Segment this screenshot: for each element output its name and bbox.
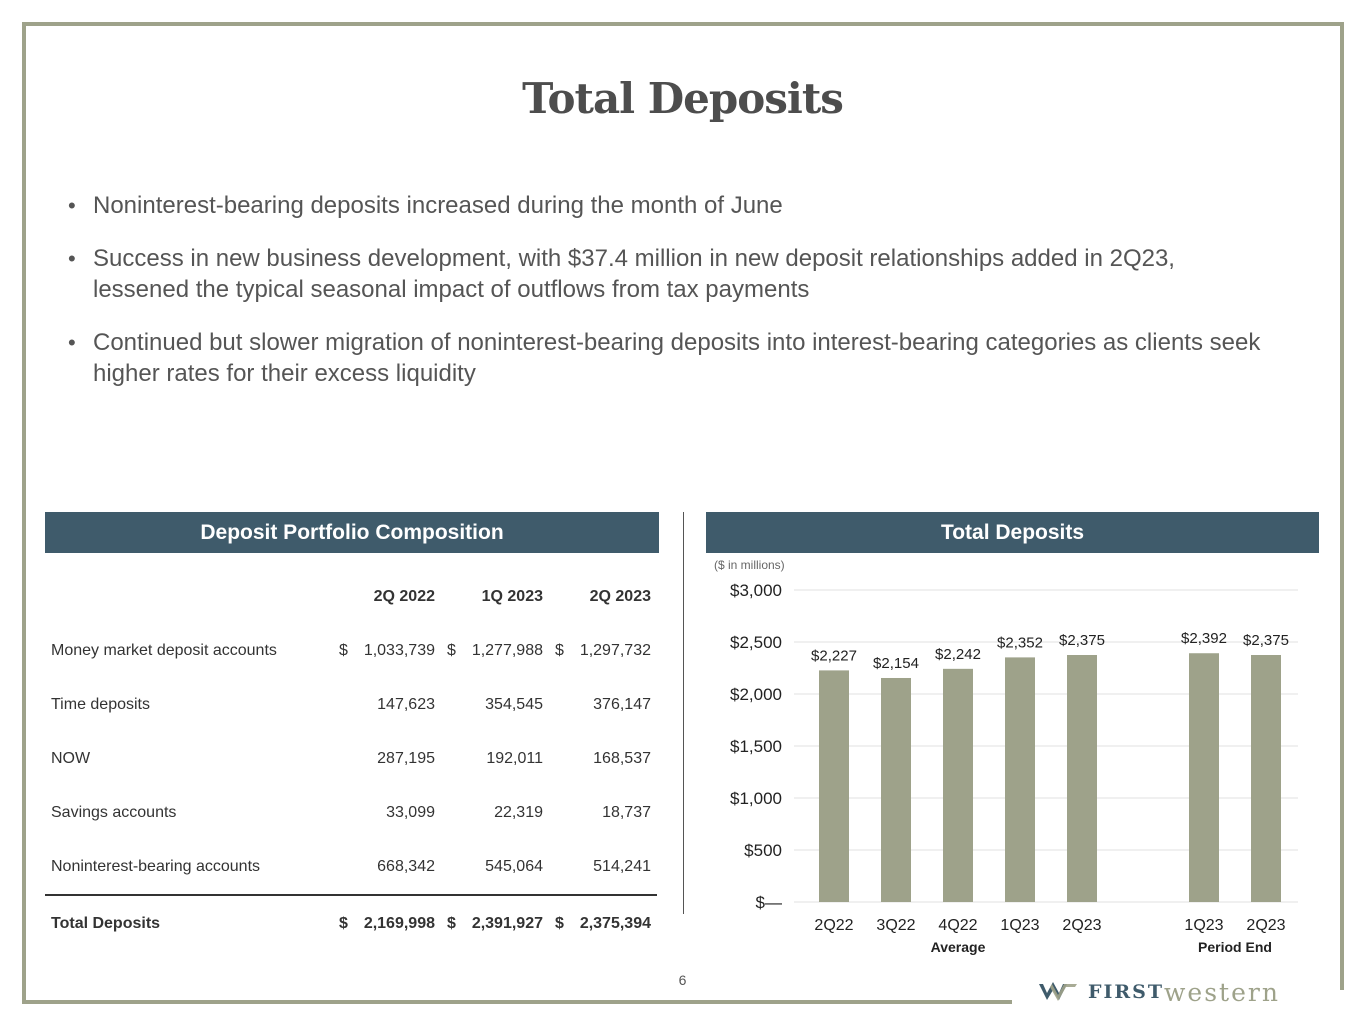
cell-value: 1,277,988 [471,642,543,659]
currency-symbol [441,678,457,732]
cell-value: 1,033,739 [363,642,435,659]
currency-symbol [441,840,457,895]
y-tick-label: $3,000 [730,581,782,600]
currency-symbol [549,678,565,732]
bar [1251,655,1281,902]
table-header-row [45,570,657,624]
bullet-dot-icon: • [68,193,76,218]
table-row [45,840,657,895]
bullet-dot-icon: • [68,330,76,355]
cell-value: 545,064 [485,858,543,875]
table-total-row [45,895,657,952]
first-western-logo-icon [1038,981,1078,1003]
row-label: Noninterest-bearing accounts [51,858,261,875]
column-header: 2Q 2022 [373,588,435,605]
cell-value: 514,241 [593,858,651,875]
x-tick-label: 3Q22 [876,917,916,934]
bullet-text: Success in new business development, with $37.4 million in new deposit relationships added in 2Q23, lessened the typical seasonal impact of outflows from tax payments [93,245,1175,303]
data-label: $2,392 [1181,630,1227,648]
x-tick-label: 2Q23 [1062,917,1102,934]
cell-value: 192,011 [486,750,543,767]
currency-symbol [333,840,349,895]
cell-value: 668,342 [377,858,435,875]
bullet-list [66,190,1266,411]
bullet-text: Continued but slower migration of noninterest-bearing deposits into interest-bearing categories as clients seek higher rates for their excess liquidity [93,329,1261,387]
y-tick-label: $1,000 [730,789,782,808]
data-label: $2,227 [811,647,857,665]
currency-symbol [441,732,457,786]
bar [1005,657,1035,902]
bullet-item [66,243,1266,305]
column-header: 1Q 2023 [481,588,543,605]
data-label: $2,352 [997,634,1043,652]
data-label: $2,154 [873,654,919,672]
row-label: NOW [51,750,91,767]
y-tick-label: $2,500 [730,633,782,652]
group-label: Average [930,939,986,955]
y-tick-label: $1,500 [730,737,782,756]
unit-note: ($ in millions) [714,558,785,572]
currency-symbol: $ [555,642,564,659]
currency-symbol [549,840,565,895]
deposit-composition-table [45,570,657,952]
y-tick-label: $— [755,893,782,912]
column-header: 2Q 2023 [589,588,651,605]
cell-value: 22,319 [494,804,543,821]
bullet-dot-icon: • [68,246,76,271]
currency-symbol: $ [441,895,457,952]
row-label: Money market deposit accounts [51,642,277,659]
data-label: $2,375 [1243,632,1289,649]
bullet-item [66,190,1266,221]
data-label: $2,242 [935,645,981,663]
cell-value: 376,147 [593,696,651,713]
bar [1189,653,1219,902]
data-label: $2,375 [1059,632,1105,649]
currency-symbol: $ [447,642,456,659]
bullet-text: Noninterest-bearing deposits increased during the month of June [93,192,783,219]
total-value: 2,169,998 [349,895,441,952]
cell-value: 18,737 [602,804,651,821]
bar [819,670,849,902]
x-tick-label: 2Q23 [1246,917,1286,934]
logo-text-first: FIRST [1088,981,1165,1003]
x-tick-label: 4Q22 [938,917,978,934]
cell-value: 1,297,732 [579,642,651,659]
x-tick-label: 1Q23 [1184,917,1224,934]
total-deposits-header: Total Deposits [706,512,1319,553]
company-logo [1038,978,1280,1006]
total-value: 2,375,394 [565,895,657,952]
panel-divider [683,512,684,914]
currency-symbol [441,786,457,840]
table-row [45,786,657,840]
cell-value: 33,099 [386,804,435,821]
logo-text-western: western [1164,977,1280,1007]
cell-value: 168,537 [593,750,651,767]
currency-symbol: $ [549,895,565,952]
table-header-blank [45,570,333,624]
total-deposits-chart [706,556,1326,966]
slide-title: Total Deposits [522,74,843,123]
table-row [45,732,657,786]
currency-symbol [333,786,349,840]
x-tick-label: 2Q22 [814,917,854,934]
currency-symbol: $ [339,642,348,659]
currency-symbol: $ [333,895,349,952]
table-row [45,678,657,732]
x-tick-label: 1Q23 [1000,917,1040,934]
bar [1067,655,1097,902]
cell-value: 287,195 [377,750,435,767]
y-tick-label: $2,000 [730,685,782,704]
bar [881,678,911,902]
group-label: Period End [1198,939,1272,955]
y-tick-label: $500 [744,841,782,860]
currency-symbol [549,786,565,840]
bar [943,669,973,902]
bar-chart-svg [706,556,1326,966]
currency-symbol [549,732,565,786]
total-label: Total Deposits [45,895,333,952]
table-row [45,624,657,678]
bullet-item [66,327,1266,389]
cell-value: 147,623 [377,696,435,713]
row-label: Savings accounts [51,804,177,821]
row-label: Time deposits [51,696,150,713]
currency-symbol [333,732,349,786]
total-value: 2,391,927 [457,895,549,952]
cell-value: 354,545 [485,696,543,713]
page-number: 6 [678,972,687,988]
currency-symbol [333,678,349,732]
deposit-composition-header: Deposit Portfolio Composition [45,512,659,553]
